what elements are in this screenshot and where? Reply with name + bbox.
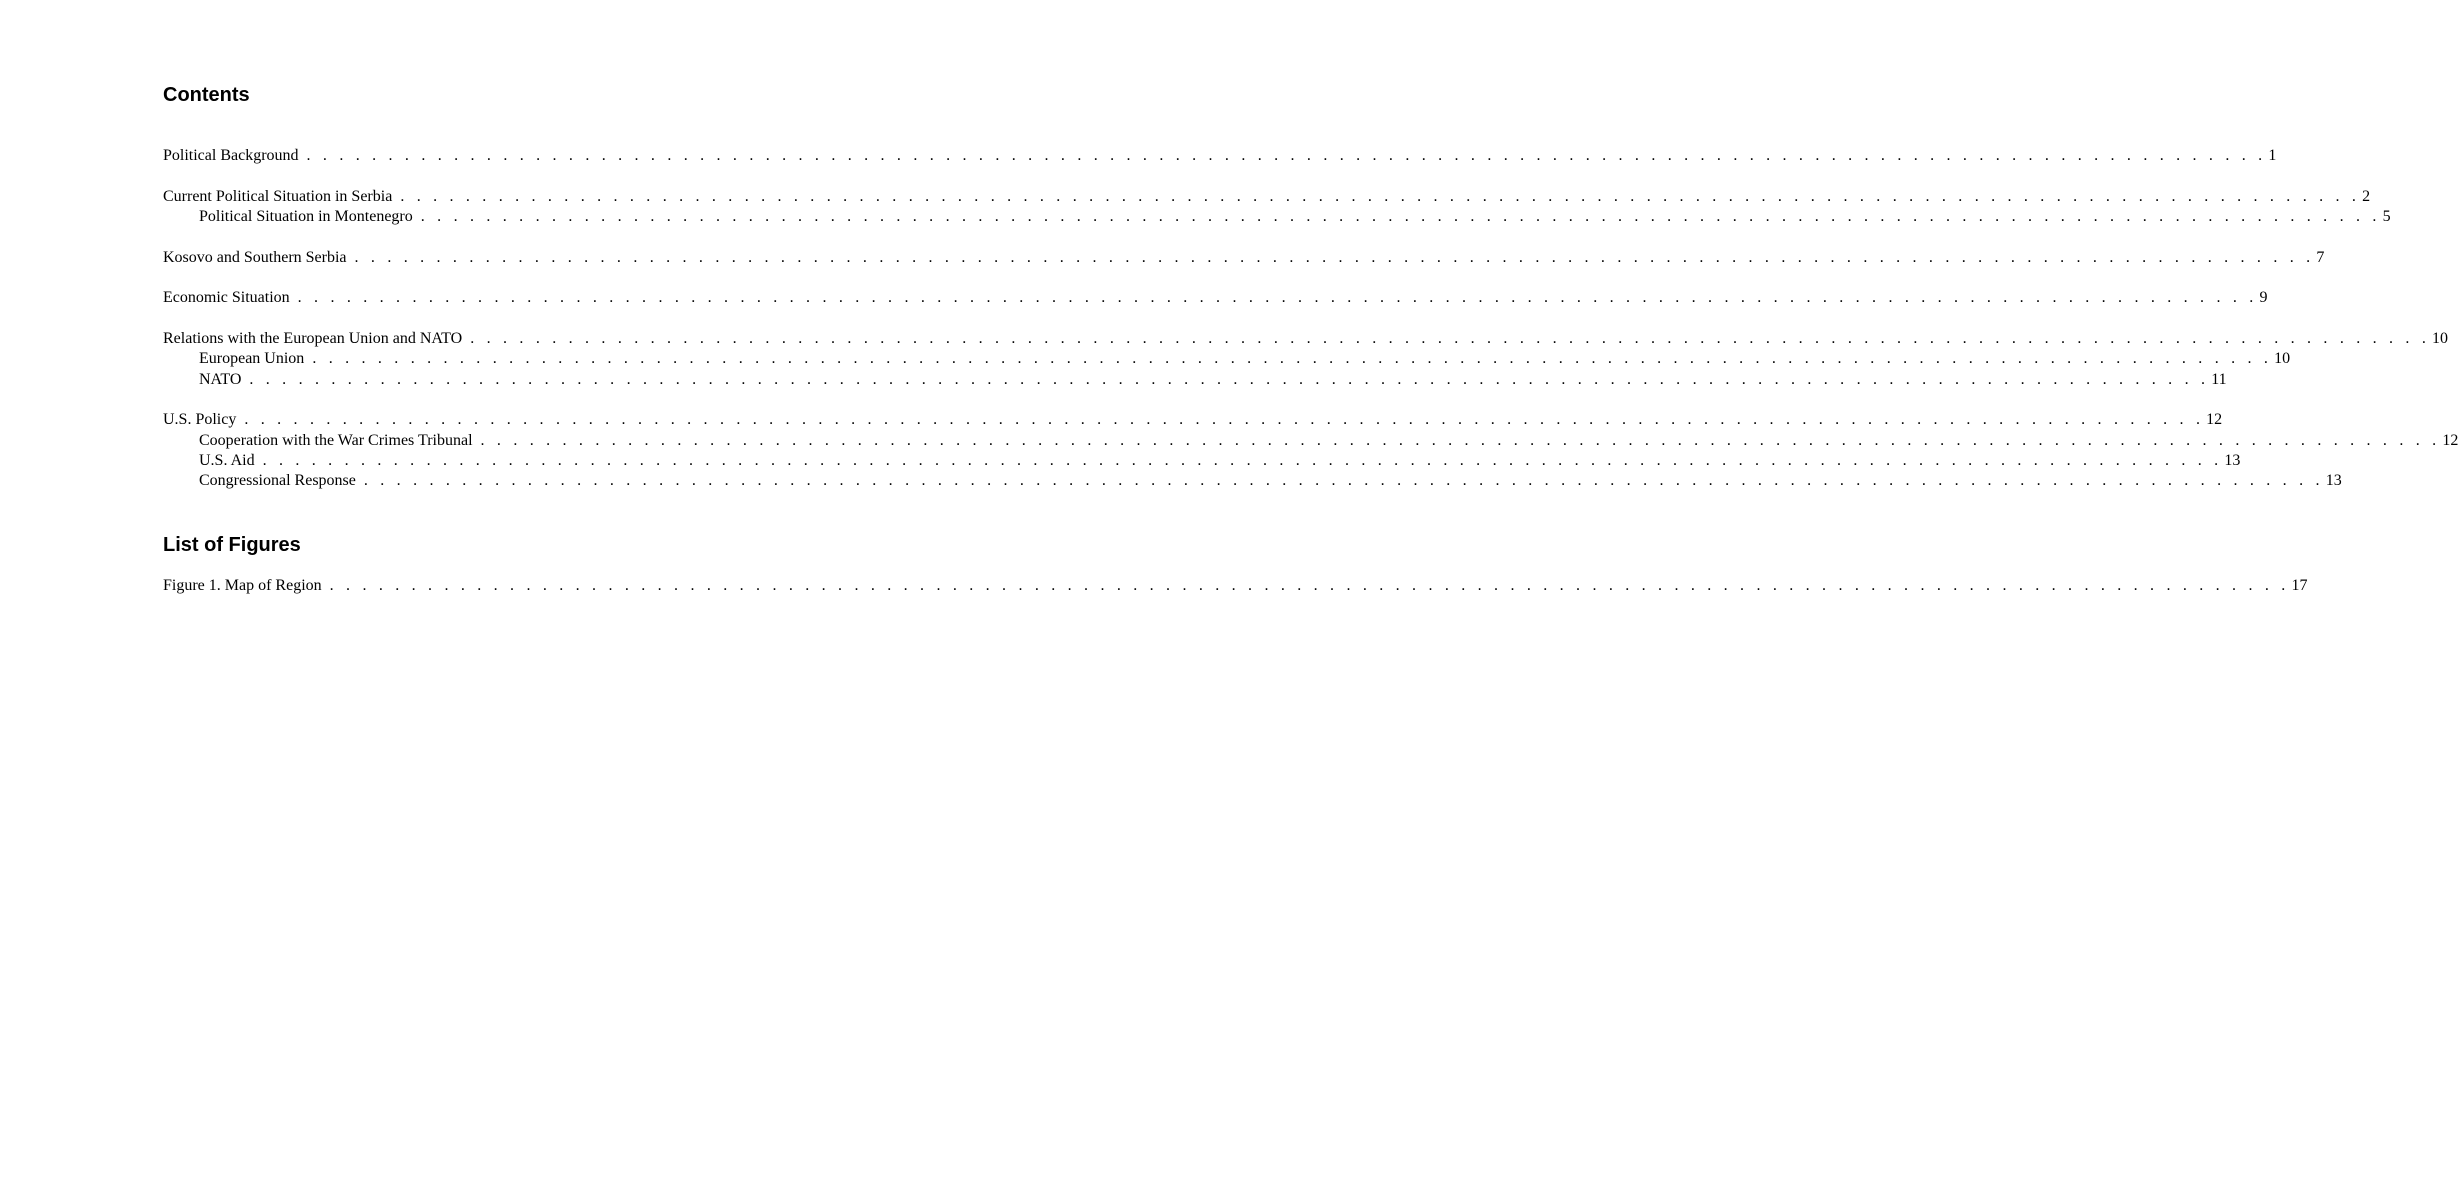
toc-subentry[interactable]	[163, 349, 2291, 369]
dot-leader: . . . . . . . . . . . . . . . . . . . . . . . . . . . . . . . . . . . . . . . . . . . . . . . . . . . . . . . . . . . . . . . . . . . . . . . . . . . . . . . . . . . . . . . . . . . . . . . . . . . . . . . . . . . . . . . . . . . . . . . .	[249, 370, 2210, 388]
toc-entry-title: Political Situation in Montenegro	[199, 207, 413, 225]
toc-subentry[interactable]	[163, 431, 2458, 451]
figures-list	[163, 576, 2308, 596]
dot-leader: . . . . . . . . . . . . . . . . . . . . . . . . . . . . . . . . . . . . . . . . . . . . . . . . . . . . . . . . . . . . . . . . . . . . . . . . . . . . . . . . . . . . . . . . . . . . . . . . . . . . . . . . . . . . . . . . . . . . . . . .	[262, 451, 2223, 469]
toc-entry[interactable]	[163, 288, 2268, 308]
toc-entry[interactable]	[163, 187, 2371, 207]
toc-page-number: 1	[2268, 147, 2277, 164]
toc-entry-title: Relations with the European Union and NATO	[163, 330, 463, 348]
toc-entry-title: Economic Situation	[163, 289, 290, 307]
toc-section-group	[163, 288, 2268, 308]
toc-entry[interactable]	[163, 248, 2325, 268]
toc-page-number: 13	[2325, 472, 2342, 490]
toc-page-number: 10	[2432, 330, 2449, 348]
dot-leader: . . . . . . . . . . . . . . . . . . . . . . . . . . . . . . . . . . . . . . . . . . . . . . . . . . . . . . . . . . . . . . . . . . . . . . . . . . . . . . . . . . . . . . . . . . . . . . . . . . . . . . . . . . . . . . . . . . . . . . . .	[329, 577, 2290, 594]
toc-page-number: 7	[2316, 248, 2325, 266]
toc-section-group	[163, 187, 2391, 228]
toc-entry-title: European Union	[199, 350, 305, 368]
toc-entry-title: Cooperation with the War Crimes Tribunal	[199, 431, 473, 449]
toc-entry-title: U.S. Policy	[163, 411, 237, 429]
toc-entry-title: Kosovo and Southern Serbia	[163, 248, 347, 266]
toc-entry-title: NATO	[199, 370, 242, 388]
toc-page-number: 13	[2224, 451, 2241, 469]
toc-section-group	[163, 248, 2325, 268]
dot-leader: . . . . . . . . . . . . . . . . . . . . . . . . . . . . . . . . . . . . . . . . . . . . . . . . . . . . . . . . . . . . . . . . . . . . . . . . . . . . . . . . . . . . . . . . . . . . . . . . . . . . . . . . . . . . . . . . . . . . . . . .	[480, 431, 2441, 449]
toc-entry-title: Current Political Situation in Serbia	[163, 187, 393, 205]
toc-entry[interactable]	[163, 146, 2277, 166]
dot-leader: . . . . . . . . . . . . . . . . . . . . . . . . . . . . . . . . . . . . . . . . . . . . . . . . . . . . . . . . . . . . . . . . . . . . . . . . . . . . . . . . . . . . . . . . . . . . . . . . . . . . . . . . . . . . . . . . . . . . . . . .	[244, 411, 2205, 429]
toc-page-number: 10	[2274, 350, 2291, 368]
toc-entry[interactable]	[163, 410, 2223, 430]
toc-page-number: 12	[2206, 411, 2223, 429]
toc-page-number: 5	[2382, 207, 2391, 225]
toc-subentry[interactable]	[163, 451, 2241, 471]
toc-subentry[interactable]	[163, 207, 2391, 227]
toc-entry-title: Congressional Response	[199, 472, 356, 490]
toc-page-number: 17	[2291, 577, 2308, 594]
toc-list	[163, 146, 2458, 512]
dot-leader: . . . . . . . . . . . . . . . . . . . . . . . . . . . . . . . . . . . . . . . . . . . . . . . . . . . . . . . . . . . . . . . . . . . . . . . . . . . . . . . . . . . . . . . . . . . . . . . . . . . . . . . . . . . . . . . . . . . . . . . .	[400, 187, 2361, 205]
toc-subentry[interactable]	[163, 370, 2227, 390]
toc-section-group	[163, 329, 2449, 390]
dot-leader: . . . . . . . . . . . . . . . . . . . . . . . . . . . . . . . . . . . . . . . . . . . . . . . . . . . . . . . . . . . . . . . . . . . . . . . . . . . . . . . . . . . . . . . . . . . . . . . . . . . . . . . . . . . . . . . . . . . . . . . .	[470, 330, 2431, 348]
toc-entry-title: U.S. Aid	[199, 451, 255, 469]
list-of-figures-heading: List of Figures	[163, 534, 301, 556]
dot-leader: . . . . . . . . . . . . . . . . . . . . . . . . . . . . . . . . . . . . . . . . . . . . . . . . . . . . . . . . . . . . . . . . . . . . . . . . . . . . . . . . . . . . . . . . . . . . . . . . . . . . . . . . . . . . . . . . . . . . . . . .	[354, 248, 2315, 266]
toc-page-number: 11	[2211, 370, 2227, 388]
toc-page-number: 9	[2259, 289, 2268, 307]
dot-leader: . . . . . . . . . . . . . . . . . . . . . . . . . . . . . . . . . . . . . . . . . . . . . . . . . . . . . . . . . . . . . . . . . . . . . . . . . . . . . . . . . . . . . . . . . . . . . . . . . . . . . . . . . . . . . . . . . . . . . . . .	[420, 207, 2381, 225]
toc-entry[interactable]	[163, 576, 2308, 596]
toc-entry-title: Figure 1. Map of Region	[163, 577, 322, 594]
toc-section-group	[163, 410, 2458, 491]
toc-entry-title: Political Background	[163, 147, 299, 164]
dot-leader: . . . . . . . . . . . . . . . . . . . . . . . . . . . . . . . . . . . . . . . . . . . . . . . . . . . . . . . . . . . . . . . . . . . . . . . . . . . . . . . . . . . . . . . . . . . . . . . . . . . . . . . . . . . . . . . . . . . . . . . .	[363, 472, 2324, 490]
toc-subentry[interactable]	[163, 471, 2342, 491]
toc-page-number: 12	[2442, 431, 2458, 449]
toc-section-group	[163, 146, 2277, 166]
toc-entry[interactable]	[163, 329, 2449, 349]
dot-leader: . . . . . . . . . . . . . . . . . . . . . . . . . . . . . . . . . . . . . . . . . . . . . . . . . . . . . . . . . . . . . . . . . . . . . . . . . . . . . . . . . . . . . . . . . . . . . . . . . . . . . . . . . . . . . . . . . . . . . . . .	[312, 350, 2273, 368]
dot-leader: . . . . . . . . . . . . . . . . . . . . . . . . . . . . . . . . . . . . . . . . . . . . . . . . . . . . . . . . . . . . . . . . . . . . . . . . . . . . . . . . . . . . . . . . . . . . . . . . . . . . . . . . . . . . . . . . . . . . . . . .	[306, 147, 2267, 164]
dot-leader: . . . . . . . . . . . . . . . . . . . . . . . . . . . . . . . . . . . . . . . . . . . . . . . . . . . . . . . . . . . . . . . . . . . . . . . . . . . . . . . . . . . . . . . . . . . . . . . . . . . . . . . . . . . . . . . . . . . . . . . .	[297, 289, 2258, 307]
toc-page-number: 2	[2362, 187, 2371, 205]
contents-heading: Contents	[163, 84, 250, 106]
